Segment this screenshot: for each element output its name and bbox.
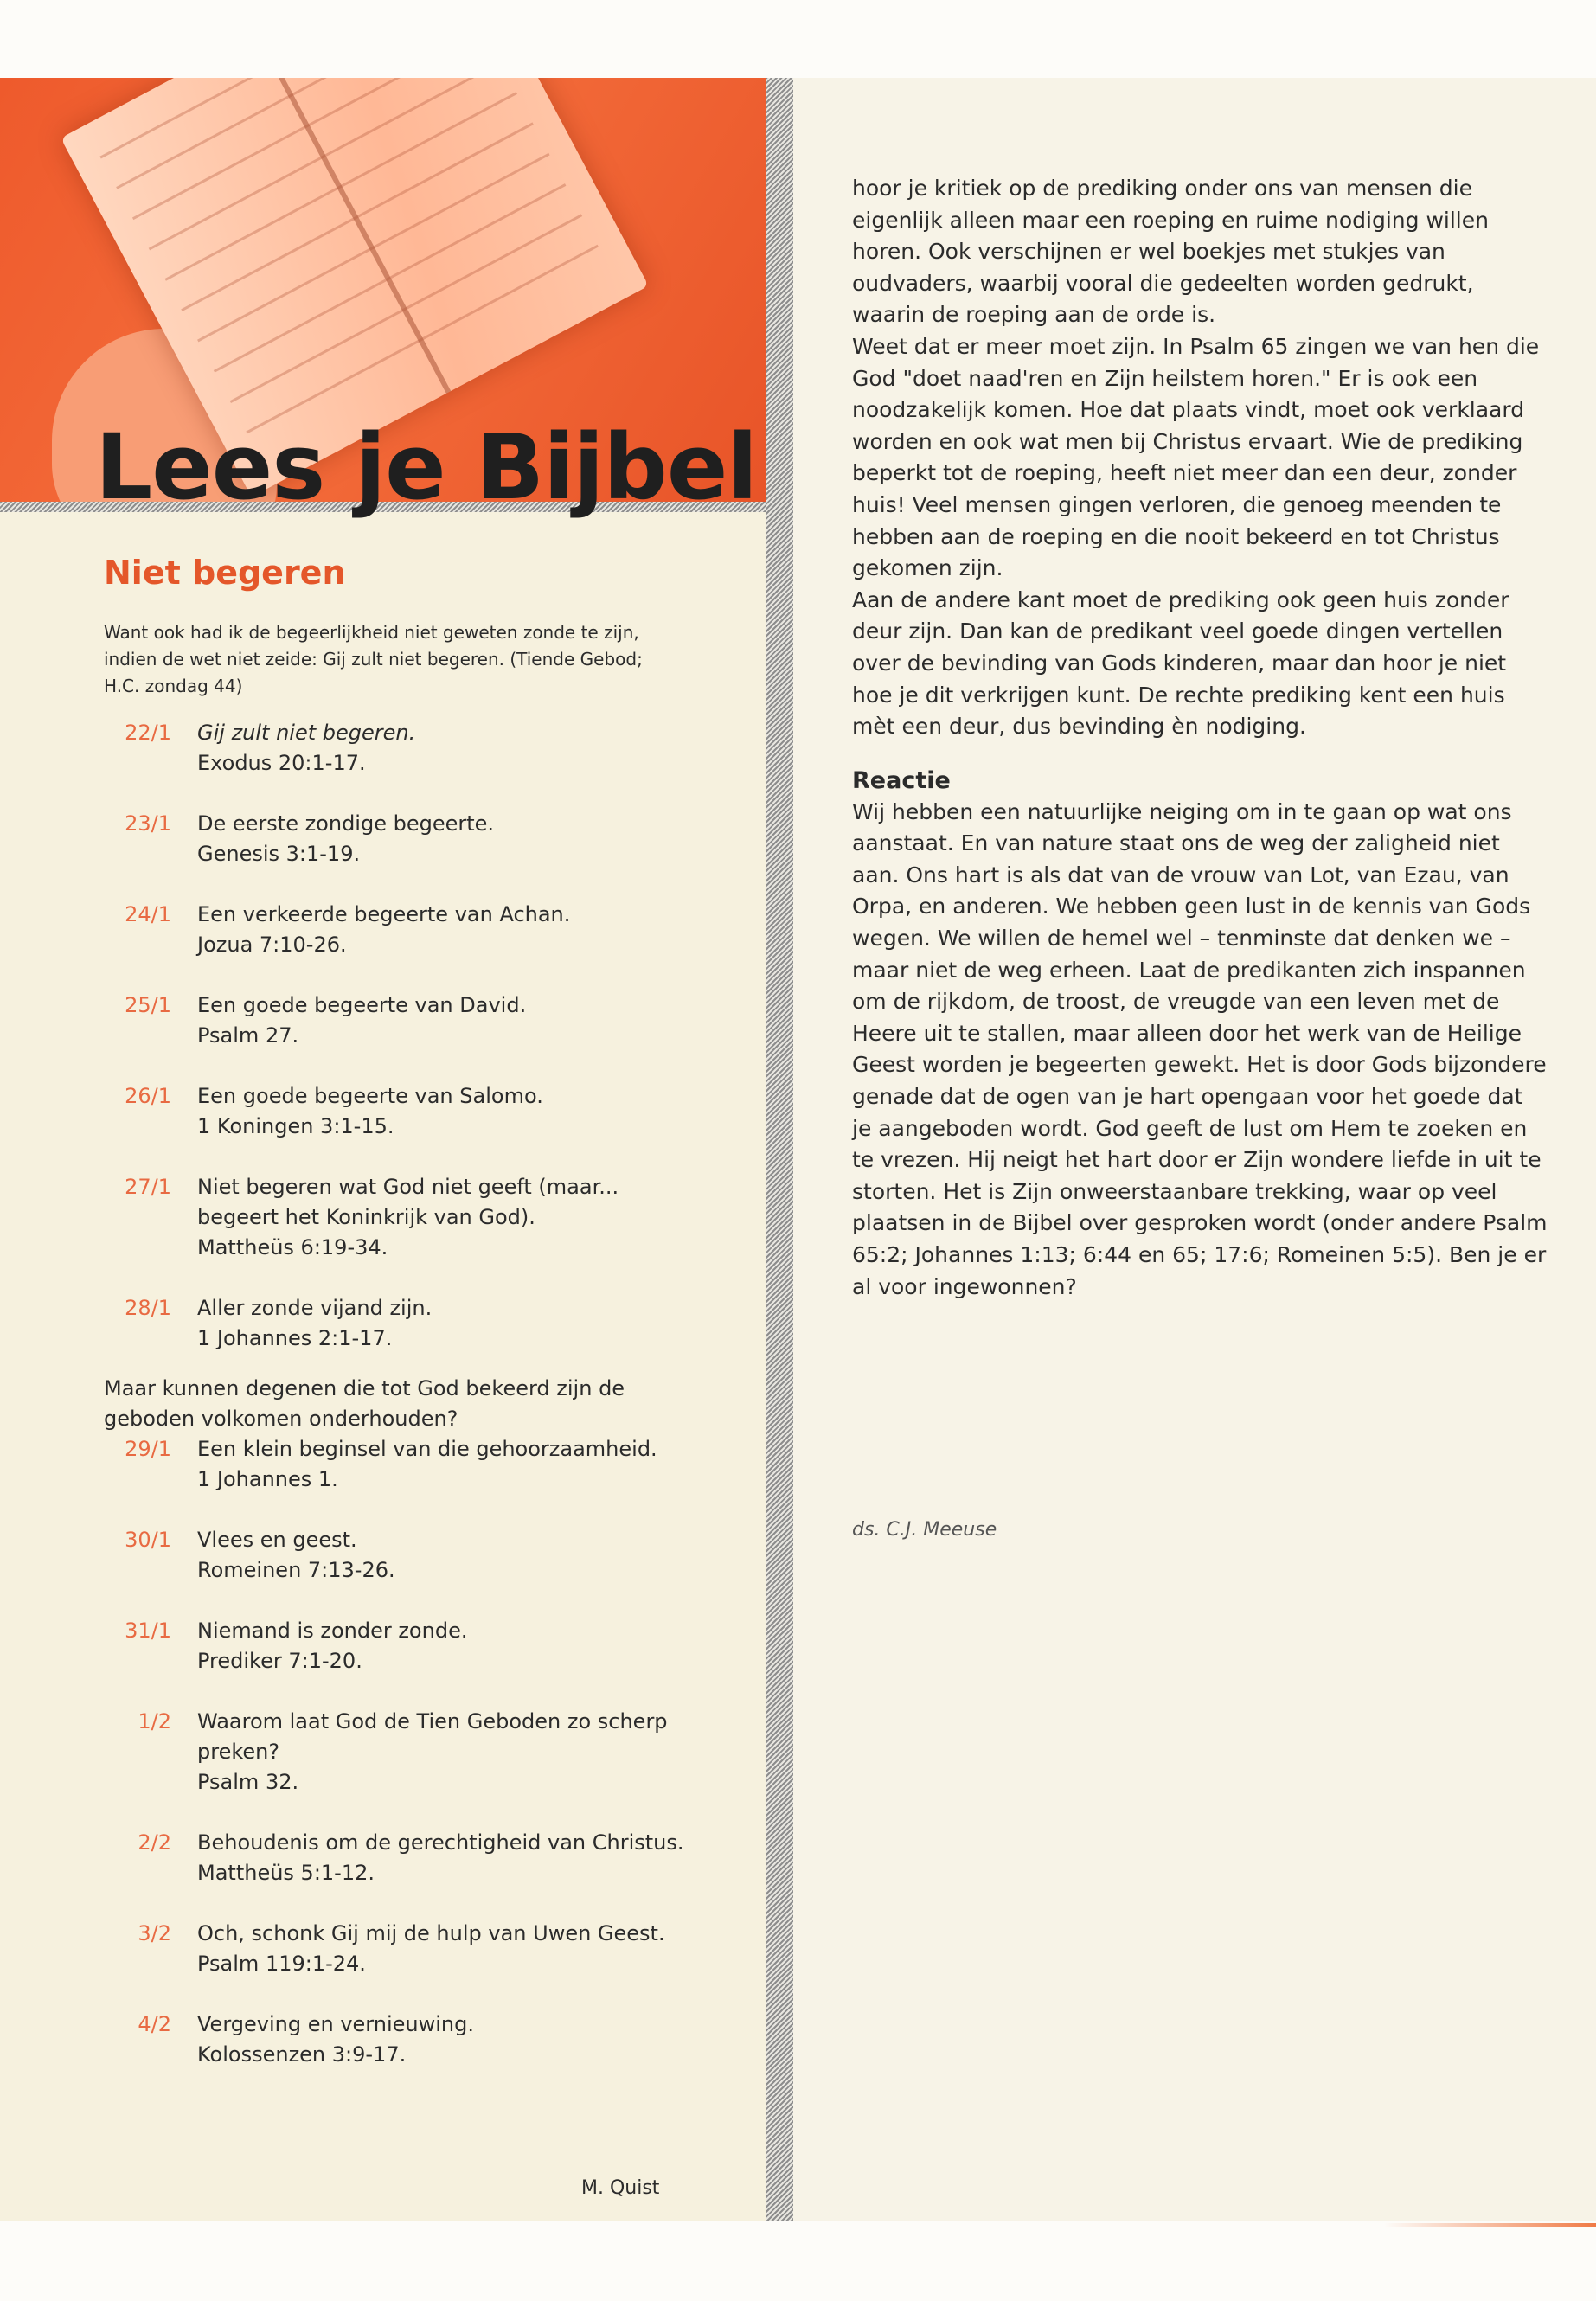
reading-item (104, 1828, 692, 1888)
reading-plan-column (0, 78, 766, 2221)
reading-date: 29/1 (125, 1437, 171, 1461)
reading-date: 2/2 (138, 1830, 171, 1855)
reading-reference: Mattheüs 6:19-34. (197, 1235, 388, 1259)
reading-list-part2 (104, 1434, 692, 2070)
reading-item (104, 900, 692, 960)
reading-date: 27/1 (125, 1175, 171, 1199)
reading-body (197, 1707, 692, 1798)
reading-body (197, 1293, 692, 1354)
reading-date: 24/1 (125, 902, 171, 926)
magazine-page (0, 78, 1596, 2221)
reading-date: 28/1 (125, 1296, 171, 1320)
section-subtitle: Niet begeren (104, 554, 346, 592)
article-paragraph: Aan de andere kant moet de prediking ook geen huis zonder deur zijn. Dan kan de predikant veel goede dingen vertellen over de bevinding van Gods kinderen, maar dan hoor je niet hoe je dit verkrijgen kunt. De rechte prediking kent een huis mèt een deur, dus bevinding èn nodiging. (852, 586, 1509, 740)
reading-item (104, 990, 692, 1051)
reading-question: Maar kunnen degenen die tot God bekeerd zijn de geboden volkomen onderhouden? (104, 1376, 625, 1431)
reading-title: Een goede begeerte van Salomo. (197, 1084, 543, 1108)
page-title: Lees je Bijbel (95, 414, 758, 520)
reading-date: 25/1 (125, 993, 171, 1017)
reading-title: Vlees en geest. (197, 1528, 357, 1552)
reading-date: 4/2 (138, 2012, 171, 2036)
reading-date: 26/1 (125, 1084, 171, 1108)
reading-title: Vergeving en vernieuwing. (197, 2012, 474, 2036)
reading-body (197, 809, 692, 869)
reading-title: De eerste zondige begeerte. (197, 811, 495, 836)
reading-reference: 1 Johannes 1. (197, 1467, 338, 1491)
reading-body (197, 718, 692, 779)
author-left: M. Quist (581, 2177, 660, 2199)
reading-date: 1/2 (138, 1709, 171, 1734)
reading-reference: Kolossenzen 3:9-17. (197, 2042, 407, 2067)
corner-accent (1384, 2223, 1596, 2227)
reading-body (197, 1525, 692, 1586)
reading-item (104, 809, 692, 869)
reading-reference: Genesis 3:1-19. (197, 842, 361, 866)
text-line-decoration (99, 78, 452, 158)
reading-body (197, 1081, 692, 1142)
reading-title: Waarom laat God de Tien Geboden zo scherp preken? (197, 1709, 668, 1764)
reading-item (104, 1707, 692, 1798)
text-line-decoration (181, 122, 534, 311)
reading-body (197, 1919, 692, 1979)
text-line-decoration (214, 183, 567, 373)
reading-body (197, 2009, 692, 2070)
reading-item (104, 1293, 692, 1354)
reading-date: 31/1 (125, 1618, 171, 1643)
reading-date: 30/1 (125, 1528, 171, 1552)
text-line-decoration (230, 214, 583, 403)
reading-title: Niet begeren wat God niet geeft (maar... begeert het Koninkrijk van God). (197, 1175, 619, 1229)
reading-body (197, 1434, 692, 1495)
text-line-decoration (246, 245, 599, 434)
reading-item (104, 718, 692, 779)
intro-quote: Want ook had ik de begeerlijkheid niet geweten zonde te zijn, indien de wet niet zeide: Gij zult niet begeren. (Tiende Gebod; H.C. zondag 44) (104, 622, 643, 696)
reading-item (104, 1919, 692, 1979)
reading-reference: Jozua 7:10-26. (197, 933, 347, 957)
reading-reference: Mattheüs 5:1-12. (197, 1861, 375, 1885)
reading-title: Niemand is zonder zonde. (197, 1618, 468, 1643)
reading-reference: 1 Koningen 3:1-15. (197, 1114, 394, 1138)
reading-body (197, 900, 692, 960)
column-divider (766, 78, 793, 2221)
reading-item (104, 2009, 692, 2070)
reading-reference: 1 Johannes 2:1-17. (197, 1326, 393, 1350)
reading-reference: Prediker 7:1-20. (197, 1649, 362, 1673)
reading-reference: Psalm 119:1-24. (197, 1952, 366, 1976)
reading-body (197, 990, 692, 1051)
reading-date: 3/2 (138, 1921, 171, 1945)
article-column (852, 173, 1548, 1303)
reading-body (197, 1828, 692, 1888)
reactie-heading: Reactie (852, 766, 951, 794)
reactie-paragraph: Wij hebben een natuurlijke neiging om in te gaan op wat ons aanstaat. En van nature staat ons de weg der zaligheid niet aan. Ons hart is als dat van de vrouw van Lot, van Ezau, van Orpa, en anderen. We hebben geen lust in de kennis van Gods wegen. We willen de hemel wel – tenminste dat denken we – maar niet de weg erheen. Laat de predikanten zich inspannen om de rijkdom, de troost, de vreugde van een leven met de Heere uit te stallen, maar alleen door het werk van de Heilige Geest worden je begeerten gewekt. Het is door Gods bijzondere genade dat de ogen van je hart opengaan voor het goede dat je aangeboden wordt. God geeft de lust om Hem te zoeken en te vrezen. Hij neigt het hart door er Zijn wondere liefde in uit te storten. Het is Zijn onweerstaanbare trekking, waar op veel plaatsen in de Bijbel over gesproken wordt (onder andere Psalm 65:2; Johannes 1:13; 6:44 en 65; 17:6; Romeinen 5:5). Ben je er al voor ingewonnen? (852, 798, 1548, 1299)
bible-spine (255, 78, 451, 394)
reading-reference: Exodus 20:1-17. (197, 751, 366, 775)
article-paragraph: Weet dat er meer moet zijn. In Psalm 65 zingen we van hen die God "doet naad'ren en Zijn heilstem horen." Er is ook een noodzakelijk komen. Hoe dat plaats vindt, moet ook verklaard worden en ook wat men bij Christus ervaart. Wie de prediking beperkt tot de roeping, heeft niet meer dan een deur, zonder huis! Veel mensen gingen verloren, die genoeg meenden te hebben aan de roeping en die nooit bekeerd en tot Christus gekomen zijn. (852, 333, 1540, 581)
reading-date: 22/1 (125, 721, 171, 745)
reading-item (104, 1172, 692, 1263)
reading-date: 23/1 (125, 811, 171, 836)
author-right: ds. C.J. Meeuse (852, 1519, 997, 1541)
reading-item (104, 1525, 692, 1586)
reading-body (197, 1616, 692, 1676)
reading-reference: Psalm 32. (197, 1770, 299, 1794)
reading-title: Och, schonk Gij mij de hulp van Uwen Geest. (197, 1921, 665, 1945)
reading-title: Aller zonde vijand zijn. (197, 1296, 433, 1320)
reading-list-part1 (104, 718, 692, 1354)
reading-reference: Psalm 27. (197, 1023, 299, 1048)
reading-title: Gij zult niet begeren. (197, 721, 416, 745)
reading-title: Een klein beginsel van die gehoorzaamheid. (197, 1437, 657, 1461)
text-line-decoration (164, 92, 517, 281)
reading-title: Behoudenis om de gerechtigheid van Christus. (197, 1830, 684, 1855)
reading-reference: Romeinen 7:13-26. (197, 1558, 395, 1582)
reading-body (197, 1172, 692, 1263)
text-line-decoration (197, 153, 550, 343)
reading-title: Een verkeerde begeerte van Achan. (197, 902, 571, 926)
reading-item (104, 1434, 692, 1495)
article-paragraph: hoor je kritiek op de prediking onder ons van mensen die eigenlijk alleen maar een roeping en ruime nodiging willen horen. Ook verschijnen er wel boekjes met stukjes van oudvaders, waarbij vooral die gedeelten worden gedrukt, waarin de roeping aan de orde is. (852, 176, 1489, 328)
reading-item (104, 1081, 692, 1142)
reading-title: Een goede begeerte van David. (197, 993, 527, 1017)
reading-item (104, 1616, 692, 1676)
reading-list (104, 718, 692, 2100)
